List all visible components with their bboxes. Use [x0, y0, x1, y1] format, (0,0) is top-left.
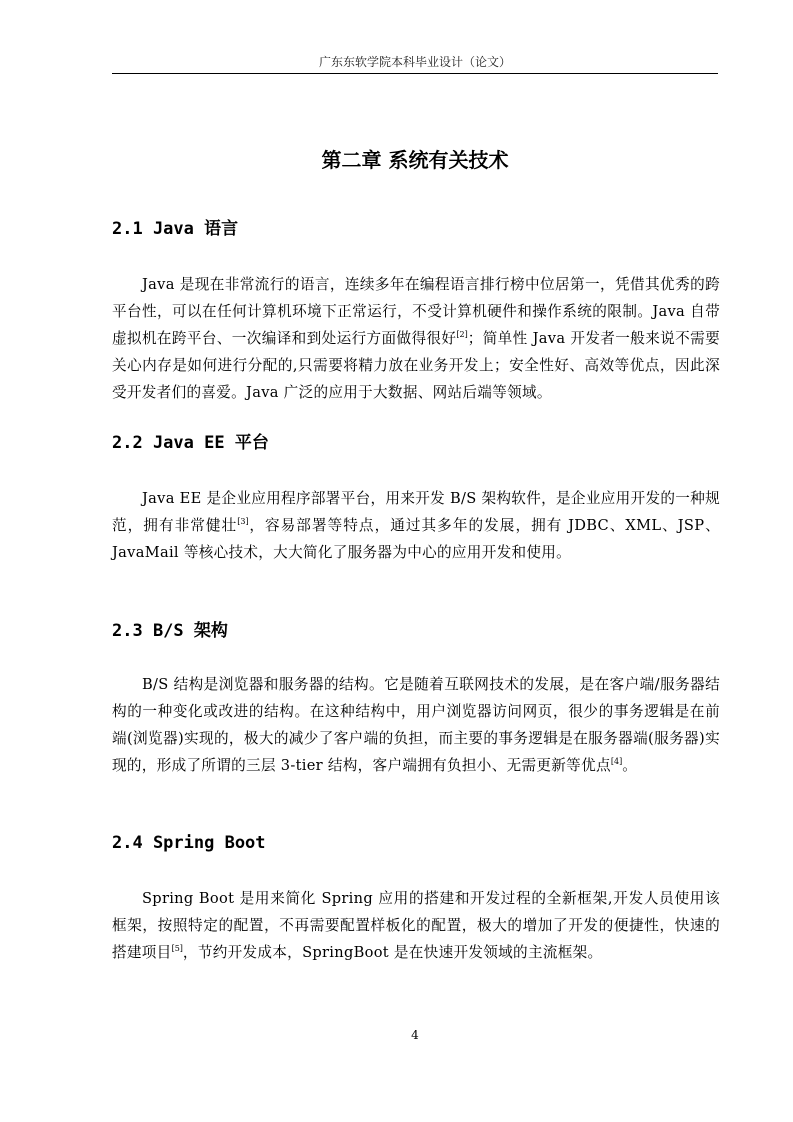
- section-title-bs: 2.3 B/S 架构: [112, 621, 228, 641]
- section-title-javaee: 2.2 Java EE 平台: [112, 433, 269, 453]
- page-header: 广东东软学院本科毕业设计（论文）: [318, 55, 511, 69]
- citation-ref: [2]: [456, 330, 468, 339]
- section-title-java: 2.1 Java 语言: [112, 219, 239, 239]
- section-title-springboot: 2.4 Spring Boot: [112, 833, 266, 853]
- paragraph-springboot: [112, 885, 720, 966]
- paragraph-javaee: [112, 485, 720, 566]
- paragraph-text: Java EE 是企业应用程序部署平台，用来开发 B/S 架构软件，是企业应用开发的一种规范，拥有非常健壮: [112, 490, 720, 534]
- chapter-title: 第二章 系统有关技术: [321, 148, 509, 172]
- paragraph-text: Java 是现在非常流行的语言，连续多年在编程语言排行榜中位居第一，凭借其优秀的跨平台性，可以在任何计算机环境下正常运行，不受计算机硬件和操作系统的限制。Java 自带虚拟机在跨平台、一次编译和到处运行方面做得很好: [112, 276, 720, 347]
- paragraph-bs: [112, 671, 720, 779]
- paragraph-text: B/S 结构是浏览器和服务器的结构。它是随着互联网技术的发展，是在客户端/服务器结构的一种变化或改进的结构。在这种结构中，用户浏览器访问网页，很少的事务逻辑是在前端(浏览器)实现的，极大的减少了客户端的负担，而主要的事务逻辑是在服务器端(服务器)实现的，形成了所谓的三层 3-tier 结构，客户端拥有负担小、无需更新等优点: [112, 676, 720, 774]
- page-number: 4: [411, 1028, 419, 1042]
- paragraph-text: ，节约开发成本，SpringBoot 是在快速开发领域的主流框架。: [182, 944, 603, 961]
- paragraph-text: Spring Boot 是用来简化 Spring 应用的搭建和开发过程的全新框架,开发人员使用该框架，按照特定的配置，不再需要配置样板化的配置，极大的增加了开发的便捷性，快速的搭建项目: [112, 890, 720, 961]
- paragraph-text: ，容易部署等特点，通过其多年的发展，拥有 JDBC、XML、JSP、JavaMail 等核心技术，大大简化了服务器为中心的应用开发和使用。: [112, 517, 720, 561]
- citation-ref: [4]: [610, 757, 623, 766]
- paragraph-text: ；简单性 Java 开发者一般来说不需要关心内存是如何进行分配的,只需要将精力放在业务开发上；安全性好、高效等优点，因此深受开发者们的喜爱。Java 广泛的应用于大数据、网站后端等领域。: [112, 330, 720, 401]
- header-rule: [112, 73, 718, 74]
- paragraph-java: [112, 271, 720, 406]
- citation-ref: [3]: [237, 517, 249, 526]
- citation-ref: [5]: [171, 944, 183, 953]
- paragraph-text: 。: [622, 757, 638, 774]
